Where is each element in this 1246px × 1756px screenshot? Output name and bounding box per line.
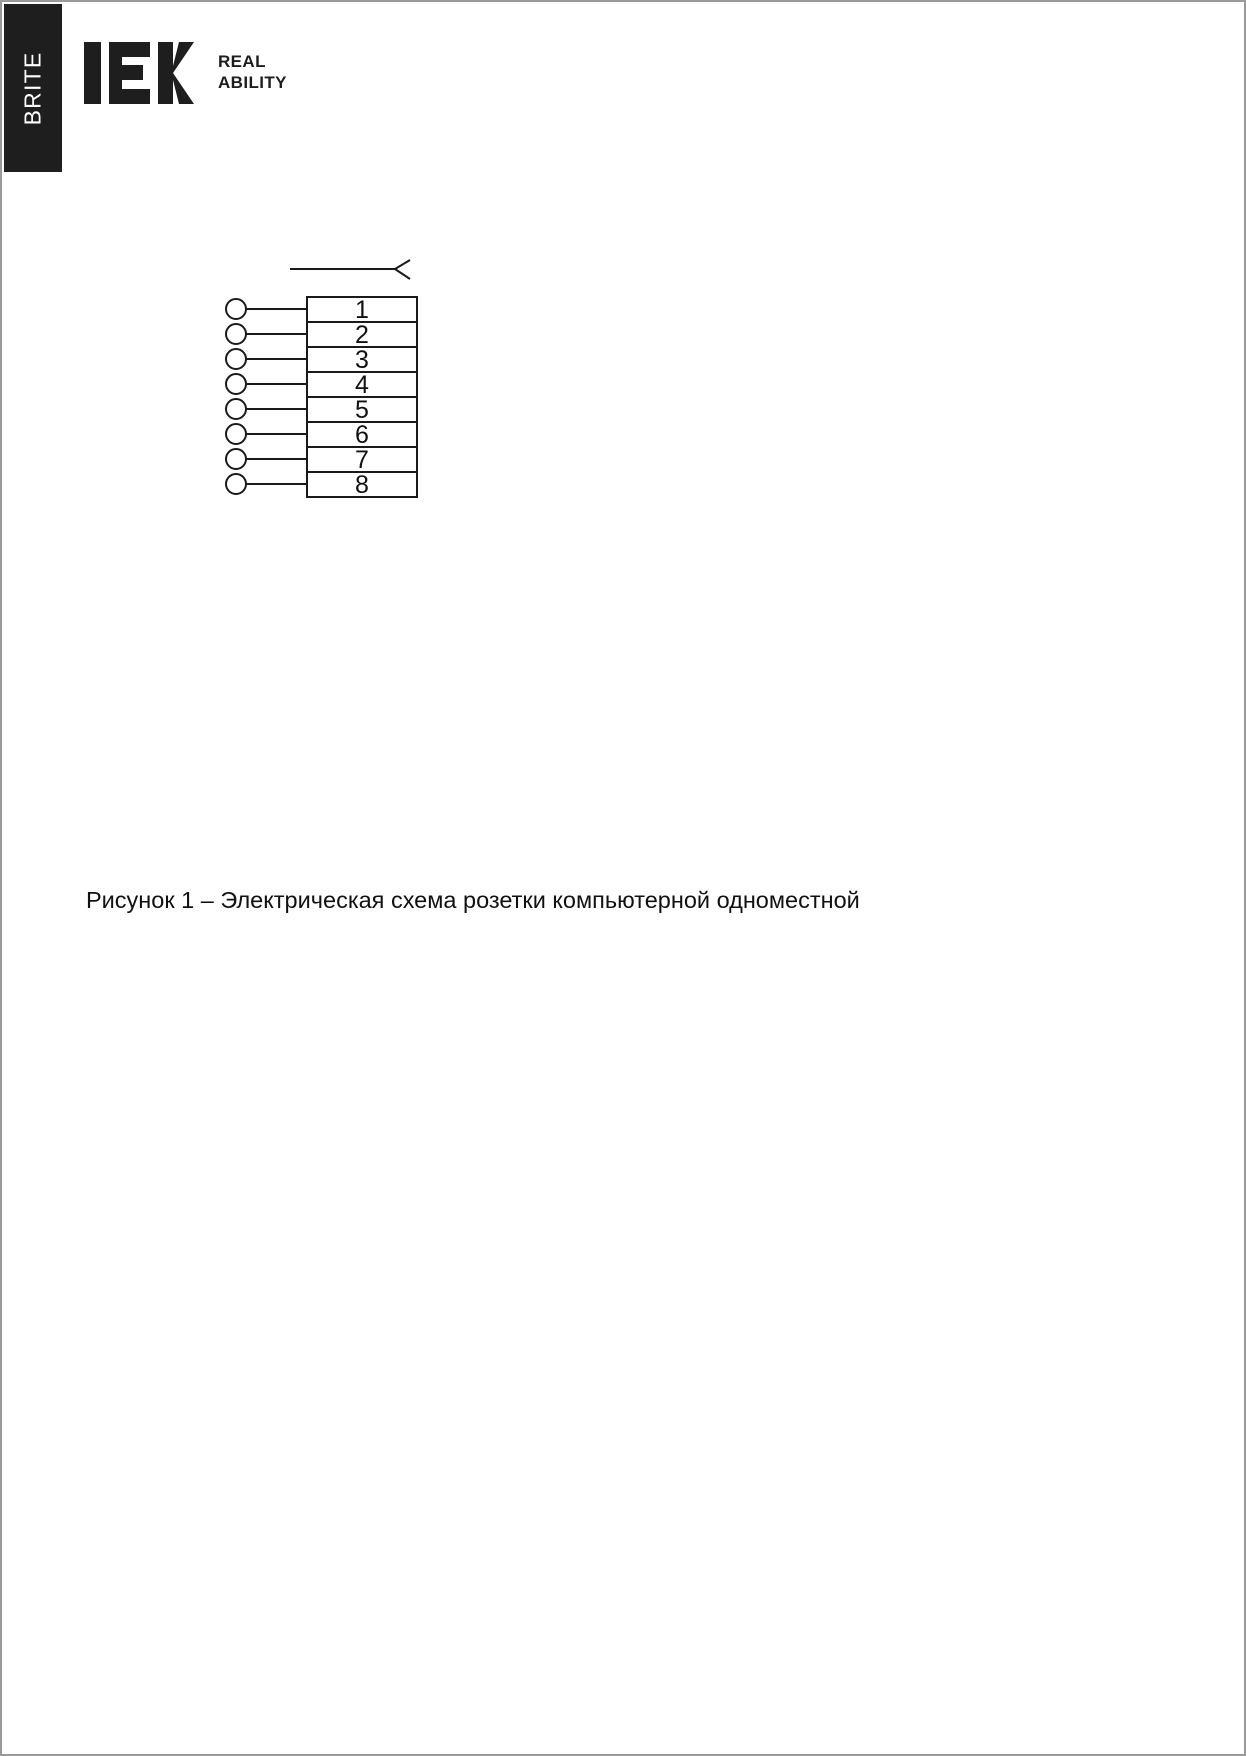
pin-label-2: 2 [355,321,369,349]
pin-label-4: 4 [355,371,369,399]
logo-tagline [218,52,287,93]
pin-label-8: 8 [355,471,369,499]
pin-label-5: 5 [355,396,369,424]
logo-tagline-line2: ABILITY [218,72,287,92]
pin-label-1: 1 [355,296,369,324]
pin-label-3: 3 [355,346,369,374]
brand-logo [84,42,287,104]
series-tab-label: BRITE [19,51,46,125]
logo-tagline-line1: REAL [218,52,266,71]
pin-label-7: 7 [355,446,369,474]
series-tab [4,4,62,172]
figure-caption: Рисунок 1 – Электрическая схема розетки компьютерной одноместной [86,887,860,913]
schematic-diagram [222,252,482,572]
pin-label-6: 6 [355,421,369,449]
iek-logo-icon [84,42,196,104]
